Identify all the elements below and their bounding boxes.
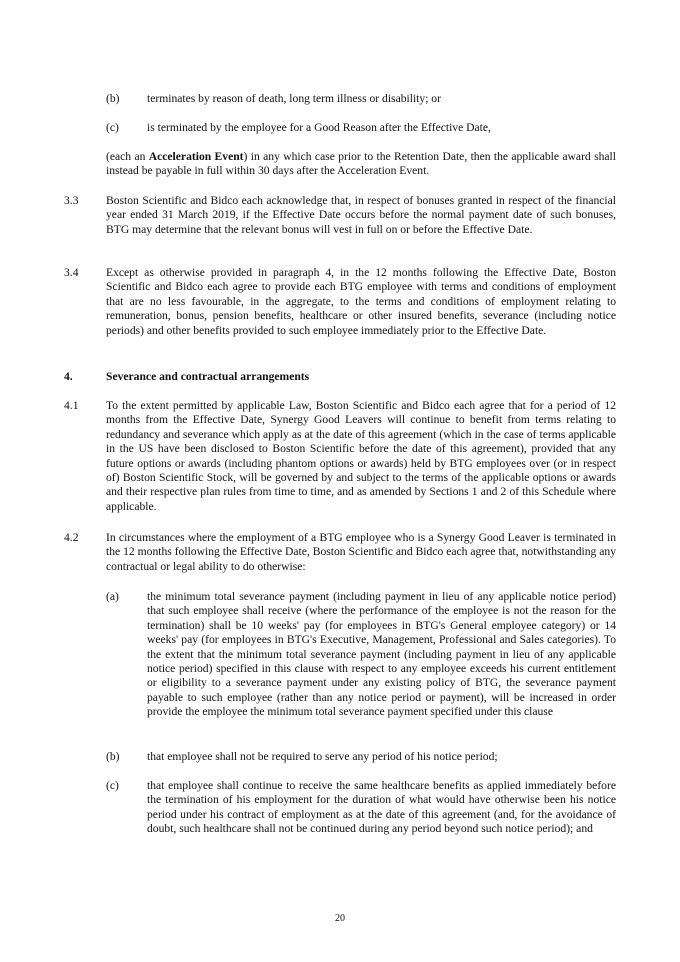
page-number: 20	[335, 913, 345, 924]
acceleration-pre: (each an	[106, 150, 149, 163]
acceleration-event-paragraph	[106, 150, 616, 179]
item-text: that employee shall continue to receive the same healthcare benefits as applied immediately before the termination of his employment for the duration of what would have otherwise been his notice period under his contract of employment as at the date of this agreement (and, for the avoidance of doubt, such healthcare shall not be continued during any period beyond such notice period); and	[147, 779, 616, 836]
acceleration-term: Acceleration Event	[148, 150, 244, 163]
paragraph-number: 4.2	[64, 531, 79, 544]
paragraph-text: Boston Scientific and Bidco each acknowledge that, in respect of bonuses granted in respect of the financial year ended 31 March 2019, if the Effective Date occurs before the normal payment date of such bonuses, BTG may determine that the relevant bonus will vest in full on or before the Effective Date.	[106, 194, 616, 236]
item-text: that employee shall not be required to serve any period of his notice period;	[147, 750, 498, 763]
acceleration-post: ) in any which case prior to the Retention Date, then the applicable award shall instead be payable in full within 30 days after the Acceleration Event.	[106, 150, 616, 178]
paragraph-text: To the extent permitted by applicable Law, Boston Scientific and Bidco each agree that for a period of 12 months from the Effective Date, Synergy Good Leavers will continue to benefit from terms relating to redundancy and severance which apply as at the date of this agreement (which in the case of terms applicable in the US have been disclosed to Boston Scientific before the date of this agreement), provided that any future options or awards (including phantom options or awards) held by BTG employees over (or in respect of) Boston Scientific Stock, will be governed by and subject to the terms of the applicable options or awards and their respective plan rules from time to time, and as amended by Sections 1 and 2 of this Schedule where applicable.	[106, 399, 616, 513]
item-label: (c)	[106, 121, 119, 134]
item-label: (a)	[106, 590, 119, 603]
paragraph-text: In circumstances where the employment of a BTG employee who is a Synergy Good Leaver is terminated in the 12 months following the Effective Date, Boston Scientific and Bidco each agree that, notwithstanding any contractual or legal ability to do otherwise:	[106, 531, 616, 573]
item-text: terminates by reason of death, long term illness or disability; or	[147, 92, 441, 105]
paragraph-number: 3.4	[64, 266, 79, 279]
item-label: (b)	[106, 92, 120, 105]
section-number: 4.	[64, 370, 73, 383]
item-text: the minimum total severance payment (including payment in lieu of any applicable notice period) that such employee shall receive (where the performance of the employee is not the reason for the termination) shall be 10 weeks' pay (for employees in BTG's General employee category) or 14 weeks' pay (for employees in BTG's Executive, Management, Professional and Sales categories). To the extent that the minimum total severance payment (including payment in lieu of any applicable notice period) specified in this clause with respect to any employee exceeds his current entitlement or eligibility to a severance payment under any existing policy of BTG, the severance payment payable to such employee (rather than any notice period or payment), will be increased in order provide the employee the minimum total severance payment specified under this clause	[147, 590, 616, 719]
item-text: is terminated by the employee for a Good Reason after the Effective Date,	[147, 121, 491, 134]
paragraph-number: 3.3	[64, 194, 79, 207]
item-label: (c)	[106, 779, 119, 792]
paragraph-text: Except as otherwise provided in paragraph 4, in the 12 months following the Effective Date, Boston Scientific and Bidco each agree to provide each BTG employee with terms and conditions of employment that are no less favourable, in the aggregate, to the terms and conditions of employment relating to remuneration, bonus, pension benefits, healthcare or other insured benefits, severance (including notice periods) and other benefits provided to such employee immediately prior to the Effective Date.	[106, 266, 616, 337]
section-title: Severance and contractual arrangements	[106, 370, 310, 383]
paragraph-number: 4.1	[64, 399, 79, 412]
item-label: (b)	[106, 750, 120, 763]
